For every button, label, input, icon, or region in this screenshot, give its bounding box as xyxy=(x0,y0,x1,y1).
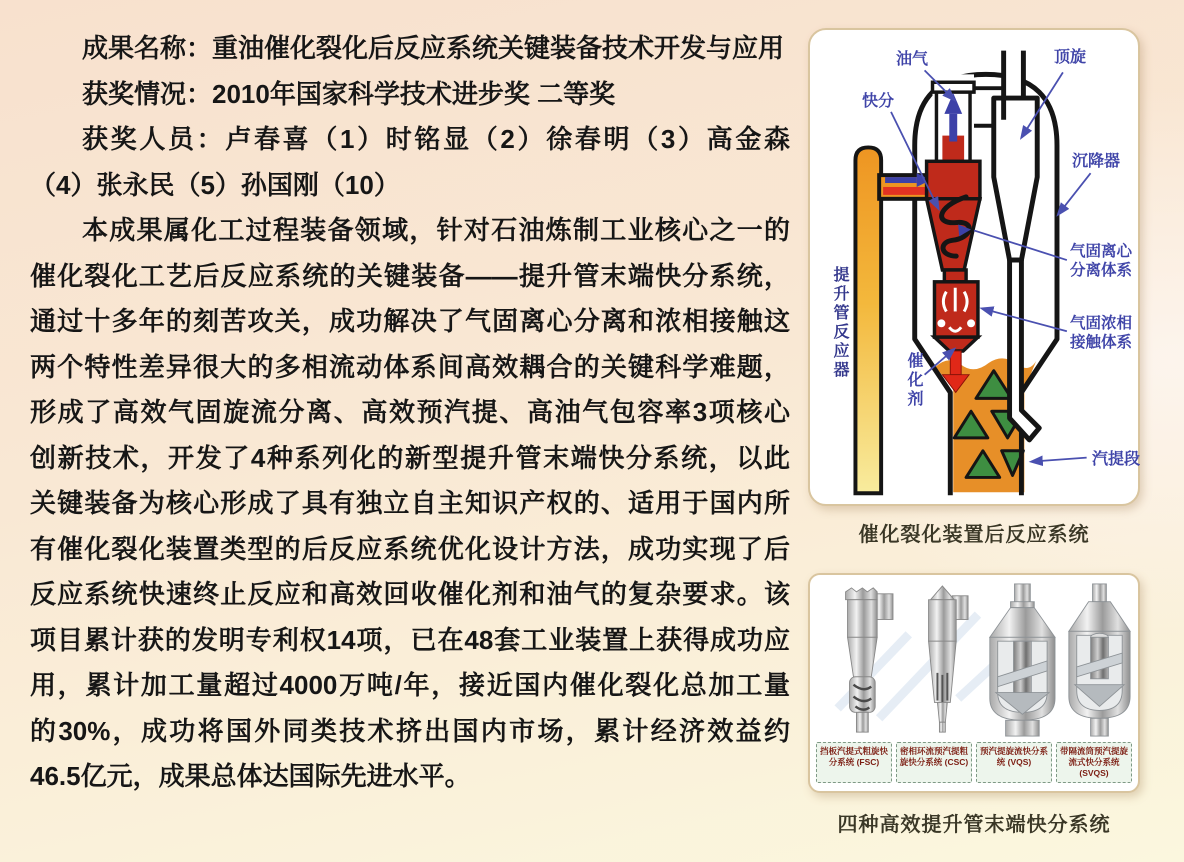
body-line: 创新技术，开发了4种系列化的新型提升管末端快分系统，以此 xyxy=(30,442,790,473)
awardees-line-1: 获奖人员：卢春喜（1）时铭显（2）徐春明（3）高金森 xyxy=(82,124,790,154)
system-label-svqs: 带隔流筒预汽提旋流式快分系统 (SVQS) xyxy=(1056,742,1132,783)
label-catalyst: 催化剂 xyxy=(905,352,922,409)
label-oil-gas: 油气 xyxy=(896,51,929,68)
figures-column xyxy=(808,28,1140,858)
label-dense-contact-system: 气固浓相接触体系 xyxy=(1070,315,1133,351)
result-title-line: 成果名称：重油催化裂化后反应系统关键装备技术开发与应用 xyxy=(82,33,785,63)
body-line: 形成了高效气固旋流分离、高效预汽提、高油气包容率3项核心 xyxy=(30,397,790,427)
inlet-red-stripe xyxy=(883,187,930,195)
label-top-cyclone: 顶旋 xyxy=(1054,49,1087,66)
systems-renderings xyxy=(810,579,1138,741)
body-last-line: 46.5亿元，成果总体达国际先进水平。 xyxy=(30,761,471,791)
awardees-line-2: （4）张永民（5）孙国刚（10） xyxy=(30,169,400,200)
system-label-csc: 密相环流预汽提粗旋快分系统 (CSC) xyxy=(896,742,972,783)
body-line: 用，累计加工量超过4000万吨/年，接近国内催化裂化总加工量 xyxy=(30,670,790,700)
systems-figure-card xyxy=(808,573,1140,793)
body-line: 有催化裂化装置类型的后反应系统优化设计方法，成功实现了后 xyxy=(30,533,790,564)
system-label-fsc: 挡板汽提式粗旋快分系统 (FSC) xyxy=(816,742,892,783)
body-line: 两个特性差异很大的多相流动体系间高效耦合的关键科学难题， xyxy=(30,351,790,382)
body-line: 反应系统快速终止反应和高效回收催化剂和油气的复杂要求。该 xyxy=(30,579,790,609)
award-line: 获奖情况：2010年国家科学技术进步奖 二等奖 xyxy=(82,78,616,109)
reactor-figure-card xyxy=(808,28,1140,506)
system-label-vqs: 预汽提旋流快分系统 (VQS) xyxy=(976,742,1052,783)
body-line: 的30%，成功将国外同类技术挤出国内市场，累计经济效益约 xyxy=(30,715,790,746)
label-quick-sep: 快分 xyxy=(862,93,895,110)
systems-figure-caption: 四种高效提升管末端快分系统 xyxy=(837,814,1111,836)
reactor-figure-caption: 催化裂化装置后反应系统 xyxy=(858,524,1090,546)
device-csc xyxy=(929,586,969,732)
body-line: 关键装备为核心形成了具有独立自主知识产权的、适用于国内所 xyxy=(30,488,790,518)
label-settler: 沉降器 xyxy=(1072,153,1121,170)
device-svqs xyxy=(1069,584,1130,736)
label-riser-reactor: 提升管反应器 xyxy=(831,266,848,380)
label-centrifugal-system: 气固离心分离体系 xyxy=(1070,243,1133,279)
body-line: 本成果属化工过程装备领域，针对石油炼制工业核心之一的 xyxy=(82,215,790,245)
body-line: 催化裂化工艺后反应系统的关键装备——提升管末端快分系统， xyxy=(30,260,790,291)
body-line: 通过十多年的刻苦攻关，成功解决了气固离心分离和浓相接触这 xyxy=(30,306,790,336)
article-text xyxy=(30,26,790,800)
body-line: 项目累计获的发明专利权14项，已在48套工业装置上获得成功应 xyxy=(30,624,790,655)
system-labels-row xyxy=(816,742,1132,783)
device-vqs xyxy=(990,584,1055,736)
label-stripping-section: 汽提段 xyxy=(1092,451,1141,468)
